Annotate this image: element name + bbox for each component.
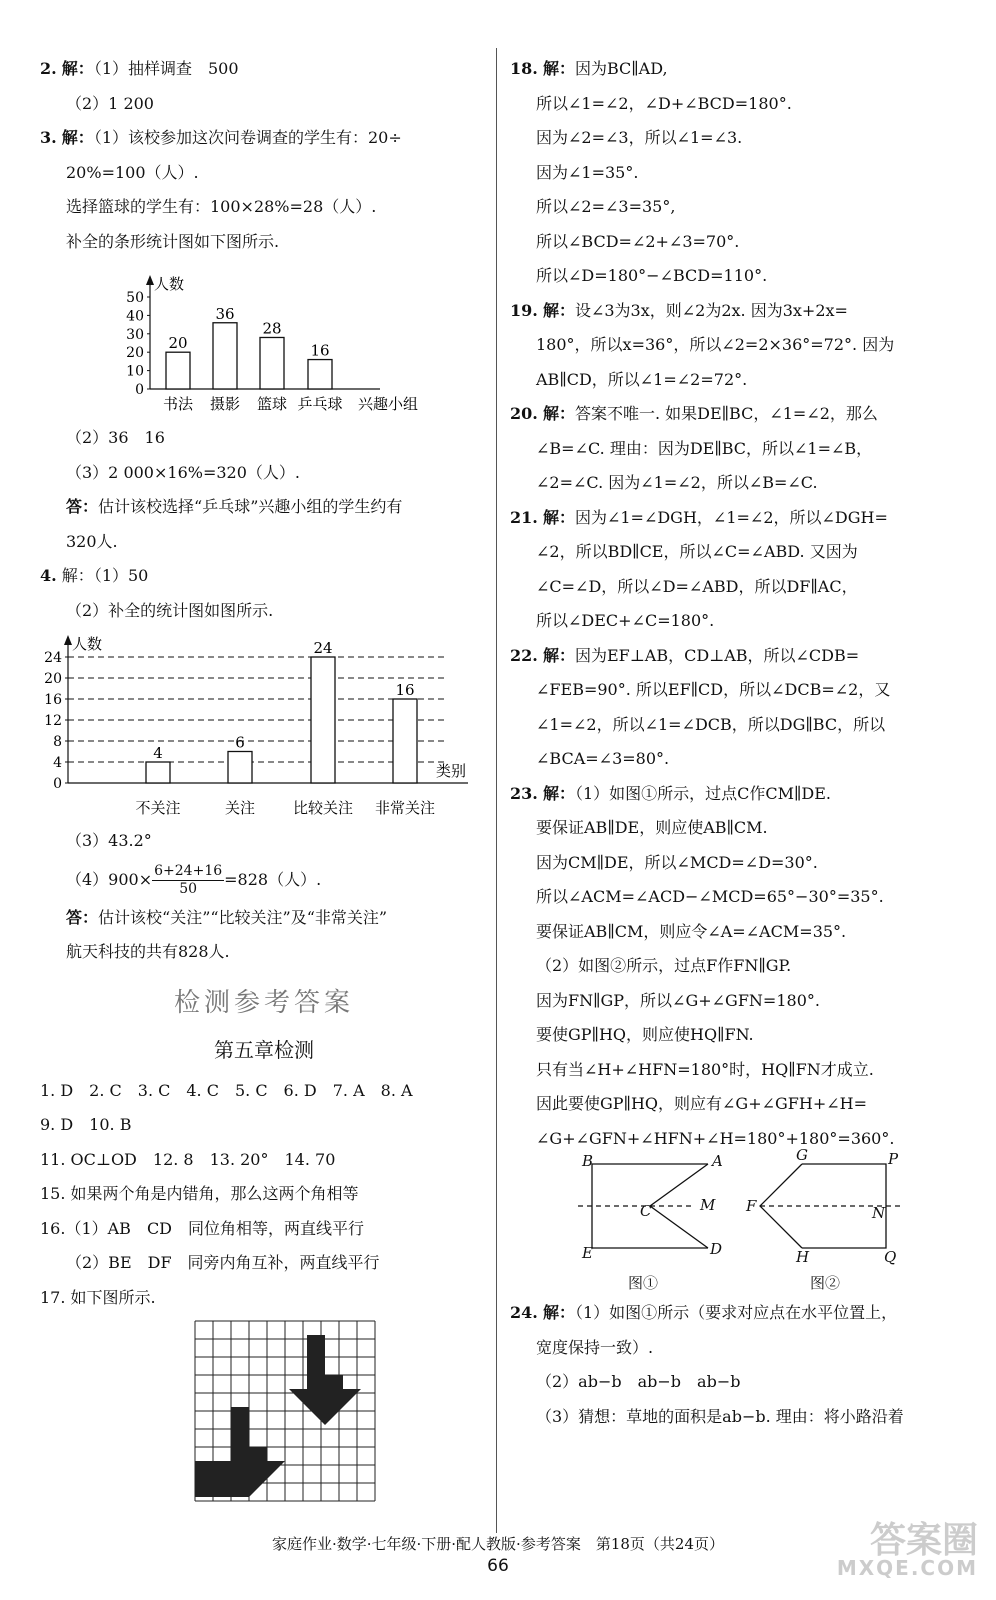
q19-line-1: 19. 解：设∠3为3x，则∠2为2x. 因为3x+2x= bbox=[510, 300, 848, 320]
bar-4 bbox=[393, 699, 417, 783]
label-E: E bbox=[582, 1244, 593, 1262]
q21-line-3: ∠C=∠D，所以∠D=∠ABD，所以DF∥AC， bbox=[536, 576, 858, 596]
right-flow-2 bbox=[510, 1296, 980, 1434]
bar-2 bbox=[228, 752, 252, 784]
q16-answer-b: （2）BE DF 同旁内角互补，两直线平行 bbox=[66, 1253, 380, 1272]
q23-line-11: ∠G+∠GFN+∠HFN+∠H=180°+180°=360°. bbox=[536, 1128, 895, 1148]
q18-line-7: 所以∠D=180°−∠BCD=110°. bbox=[536, 266, 768, 285]
q23-line-8: 要使GP∥HQ，则应使HQ∥FN. bbox=[536, 1025, 754, 1044]
q4-line1: 4. 解：（1）50 bbox=[40, 566, 149, 585]
q24-line-1: 24. 解：（1）如图①所示（要求对应点在水平位置上， bbox=[510, 1303, 898, 1322]
left-column bbox=[40, 52, 488, 1495]
watermark-url: MXQE.COM bbox=[836, 1556, 978, 1580]
category-label-1: 书法 bbox=[162, 395, 194, 413]
y-axis-label: 人数 bbox=[154, 275, 185, 293]
geometry-figures bbox=[510, 1146, 980, 1296]
data-label-1: 20 bbox=[168, 334, 188, 353]
y-tick-label: 50 bbox=[126, 290, 144, 306]
fill-answers: 11. OC⊥OD 12. 8 13. 20° 14. 70 bbox=[40, 1149, 336, 1169]
label-B: B bbox=[582, 1152, 594, 1170]
data-label-4: 16 bbox=[310, 341, 330, 360]
column-divider bbox=[496, 48, 497, 1533]
label-P: P bbox=[888, 1150, 899, 1168]
q23-line-9: 只有当∠H+∠HFN=180°时，HQ∥FN才成立. bbox=[536, 1059, 874, 1079]
x-axis-label: 类别 bbox=[436, 762, 467, 780]
q15-answer: 15. 如果两个角是内错角，那么这两个角相等 bbox=[40, 1184, 359, 1203]
bar-4 bbox=[308, 360, 332, 389]
q22-line-2: ∠FEB=90°. 所以EF∥CD，所以∠DCB=∠2，又 bbox=[536, 680, 891, 699]
y-tick-label: 0 bbox=[53, 776, 62, 792]
q21-line-1: 21. 解：因为∠1=∠DGH，∠1=∠2，所以∠DGH= bbox=[510, 507, 888, 527]
q23-line-10: 因此要使GP∥HQ，则应有∠G+∠GFH+∠H= bbox=[536, 1094, 868, 1113]
q21-line-4: 所以∠DEC+∠C=180°. bbox=[536, 611, 715, 630]
q18-line-3: 因为∠2=∠3，所以∠1=∠3. bbox=[536, 128, 743, 147]
q23-line-7: 因为FN∥GP，所以∠G+∠GFN=180°. bbox=[536, 990, 820, 1010]
q3-answer: 答：估计该校选择“乒乓球”兴趣小组的学生约有 bbox=[66, 497, 403, 516]
q4-answer: 答：估计该校“关注”“比较关注”及“非常关注” bbox=[66, 907, 388, 927]
q23-line-1: 23. 解：（1）如图①所示，过点C作CM∥DE. bbox=[510, 783, 831, 803]
y-tick-label: 30 bbox=[126, 326, 144, 343]
category-label-2: 关注 bbox=[224, 799, 256, 817]
q23-line-2: 要保证AB∥DE，则应使AB∥CM. bbox=[536, 818, 768, 837]
bar-1 bbox=[146, 762, 170, 783]
y-tick-label: 40 bbox=[126, 308, 144, 325]
y-tick-label: 20 bbox=[126, 345, 144, 362]
q19-line-2: 180°，所以x=36°，所以∠2=2×36°=72°. 因为 bbox=[536, 335, 895, 354]
bar-3 bbox=[311, 657, 335, 783]
q4-line4: （4）900× $\frac{6+24+16}{50}$ =828（人）. bbox=[66, 862, 322, 897]
data-label-2: 36 bbox=[215, 304, 235, 323]
page-number: 66 bbox=[487, 1556, 509, 1576]
section-title: 检测参考答案 bbox=[173, 987, 354, 1018]
label-C: C bbox=[640, 1202, 652, 1220]
bar-1 bbox=[166, 352, 190, 389]
q22-line-1: 22. 解：因为EF⊥AB，CD⊥AB，所以∠CDB= bbox=[510, 645, 860, 665]
label-Q: Q bbox=[884, 1248, 897, 1266]
data-label-1: 4 bbox=[153, 744, 163, 762]
y-axis-arrow bbox=[146, 275, 154, 285]
q2-line1: 2. 解：（1）抽样调查 500 bbox=[40, 59, 239, 78]
right-flow bbox=[510, 52, 980, 1156]
bar-chart-interest-groups bbox=[40, 259, 480, 421]
q2-line2: （2）1 200 bbox=[66, 93, 154, 113]
q3-line6: （3）2 000×16%=320（人）. bbox=[66, 462, 300, 482]
y-tick-label: 24 bbox=[44, 650, 62, 666]
y-axis-label: 人数 bbox=[72, 635, 103, 653]
label-N: N bbox=[872, 1204, 886, 1222]
q17-answer: 17. 如下图所示. bbox=[40, 1287, 156, 1307]
q24-line-4: （3）猜想：草地的面积是ab−b. 理由：将小路沿着 bbox=[536, 1406, 904, 1426]
y-tick-label: 12 bbox=[44, 713, 62, 729]
mc-answers-1: 1. D 2. C 3. C 4. C 5. C 6. D 7. A 8. A bbox=[40, 1080, 413, 1100]
y-tick-label: 16 bbox=[44, 692, 62, 708]
q18-line-6: 所以∠BCD=∠2+∠3=70°. bbox=[536, 231, 740, 251]
y-tick-label: 20 bbox=[44, 671, 62, 687]
q4-line3: （3）43.2° bbox=[66, 831, 152, 850]
label-H: H bbox=[796, 1248, 810, 1266]
label-A: A bbox=[712, 1152, 723, 1170]
q19-line-3: AB∥CD，所以∠1=∠2=72°. bbox=[536, 369, 748, 389]
mc-answers-2: 9. D 10. B bbox=[40, 1115, 132, 1134]
label-F: F bbox=[746, 1197, 757, 1215]
category-label-4: 非常关注 bbox=[374, 799, 436, 817]
bar-2 bbox=[213, 323, 237, 389]
category-label-2: 摄影 bbox=[209, 395, 241, 413]
right-column bbox=[510, 52, 980, 1434]
y-axis-arrow bbox=[64, 635, 72, 645]
x-axis-label: 兴趣小组 bbox=[358, 395, 419, 413]
data-label-2: 6 bbox=[235, 733, 245, 752]
fraction: $\frac{6+24+16}{50}$ bbox=[154, 862, 223, 897]
q3-line5: （2）36 16 bbox=[66, 428, 165, 447]
y-tick-label: 10 bbox=[126, 363, 144, 380]
q23-line-3: 因为CM∥DE，所以∠MCD=∠D=30°. bbox=[536, 852, 818, 872]
q3-line2: 20%=100（人）. bbox=[66, 162, 199, 182]
bar-3 bbox=[260, 337, 284, 389]
q20-line-1: 20. 解：答案不唯一. 如果DE∥BC，∠1=∠2，那么 bbox=[510, 404, 878, 423]
data-label-3: 28 bbox=[262, 319, 282, 338]
q22-line-4: ∠BCA=∠3=80°. bbox=[536, 749, 670, 768]
q3-line4: 补全的条形统计图如下图所示. bbox=[66, 231, 280, 251]
q18-line-4: 因为∠1=35°. bbox=[536, 162, 639, 182]
q3-line8: 320人. bbox=[66, 531, 118, 551]
caption-fig1: 图① bbox=[628, 1274, 659, 1292]
label-M: M bbox=[700, 1196, 716, 1214]
category-label-3: 篮球 bbox=[256, 395, 288, 413]
data-label-4: 16 bbox=[395, 681, 415, 699]
label-G: G bbox=[796, 1146, 808, 1164]
y-tick-label: 4 bbox=[53, 755, 62, 771]
chapter-title: 第五章检测 bbox=[214, 1037, 314, 1062]
q20-line-2: ∠B=∠C. 理由：因为DE∥BC，所以∠1=∠B， bbox=[536, 438, 873, 458]
q18-line-1: 18. 解：因为BC∥AD, bbox=[510, 59, 668, 78]
category-label-4: 乒乓球 bbox=[297, 395, 343, 413]
q3-line3: 选择篮球的学生有：100×28%=28（人）. bbox=[66, 197, 377, 216]
q20-line-3: ∠2=∠C. 因为∠1=∠2，所以∠B=∠C. bbox=[536, 473, 818, 492]
q24-line-3: （2）ab−b ab−b ab−b bbox=[536, 1372, 741, 1391]
q4-line6: 航天科技的共有828人. bbox=[66, 942, 230, 961]
q22-line-3: ∠1=∠2，所以∠1=∠DCB，所以DG∥BC，所以 bbox=[536, 714, 886, 734]
grid-figure bbox=[40, 1315, 480, 1495]
y-tick-label: 0 bbox=[135, 382, 144, 398]
q23-line-5: 要保证AB∥CM，则应令∠A=∠ACM=35°. bbox=[536, 921, 847, 941]
category-label-1: 不关注 bbox=[135, 799, 181, 817]
caption-fig2: 图② bbox=[810, 1274, 841, 1292]
data-label-3: 24 bbox=[313, 639, 333, 657]
q18-line-2: 所以∠1=∠2，∠D+∠BCD=180°. bbox=[536, 93, 792, 113]
watermark: 答案圈 bbox=[869, 1520, 978, 1561]
q24-line-2: 宽度保持一致）. bbox=[536, 1337, 654, 1357]
q16-answer-a: 16.（1）AB CD 同位角相等，两直线平行 bbox=[40, 1218, 365, 1238]
category-label-3: 比较关注 bbox=[292, 799, 354, 817]
label-D: D bbox=[710, 1240, 723, 1258]
footer: 家庭作业·数学·七年级·下册·配人教版·参考答案 第18页（共24页） bbox=[271, 1535, 725, 1553]
q21-line-2: ∠2，所以BD∥CE，所以∠C=∠ABD. 又因为 bbox=[536, 542, 858, 561]
bar-chart-attention-categories bbox=[40, 628, 480, 824]
q4-line2: （2）补全的统计图如图所示. bbox=[66, 600, 274, 620]
q23-line-4: 所以∠ACM=∠ACD−∠MCD=65°−30°=35°. bbox=[536, 887, 884, 906]
q18-line-5: 所以∠2=∠3=35°, bbox=[536, 197, 676, 216]
q3-line1: 3. 解：（1）该校参加这次问卷调查的学生有：20÷ bbox=[40, 128, 402, 147]
q23-line-6: （2）如图②所示，过点F作FN∥GP. bbox=[536, 956, 792, 975]
y-tick-label: 8 bbox=[53, 734, 62, 750]
